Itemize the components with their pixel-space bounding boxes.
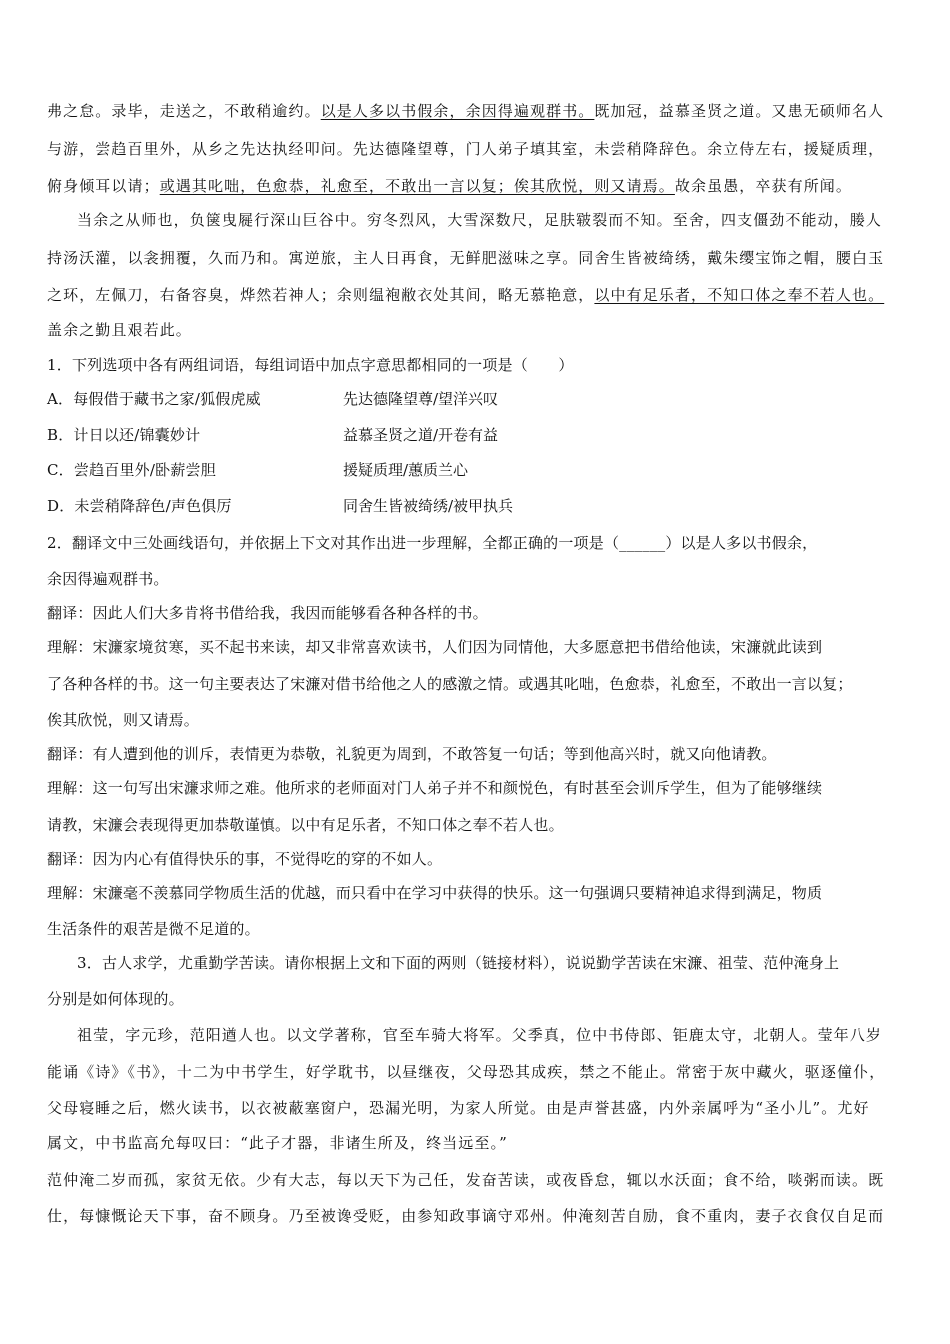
question-2-line: 翻译：因此人们大多肯将书借给我，我因而能够看各种各样的书。 (47, 604, 488, 622)
passage-line: 当余之从师也，负箧曳屣行深山巨谷中。穷冬烈风，大雪深数尺，足肤皲裂而不知。至舍，四支僵劲不能动，媵人 (77, 211, 883, 229)
question-2-line: 理解：宋濂毫不羡慕同学物质生活的优越，而只看中在学习中获得的快乐。这一句强调只要精神追求得到满足，物质 (47, 884, 823, 902)
question-2-stem: 2．翻译文中三处画线语句，并依据上下文对其作出进一步理解，全都正确的一项是（______）以是人多以书假余， (47, 534, 818, 552)
passage-line: 持汤沃灌，以衾拥覆，久而乃和。寓逆旅，主人日再食，无鲜肥滋味之享。同舍生皆被绮绣，戴朱缨宝饰之帽，腰白玉 (47, 249, 885, 267)
question-3-stem: 3．古人求学，尤重勤学苦读。请你根据上文和下面的两则（链接材料），说说勤学苦读在宋濂、祖莹、范仲淹身上 (77, 954, 840, 972)
question-2-line: 翻译：有人遭到他的训斥，表情更为恭敬，礼貌更为周到，不敢答复一句话；等到他高兴时，就又向他请教。 (47, 745, 777, 763)
question-1-option-b-second: 益慕圣贤之道/开卷有益 (343, 426, 499, 444)
passage-line: 盖余之勤且艰若此。 (47, 321, 192, 339)
question-1-option-a: A．每假借于藏书之家/狐假虎威 (47, 390, 261, 408)
link-material-line: 属文，中书监高允每叹曰：“此子才器，非诸生所及，终当远至。” (47, 1134, 508, 1152)
question-2-line: 余因得遍观群书。 (47, 570, 169, 588)
passage-line: 与游，尝趋百里外，从乡之先达执经叩问。先达德隆望尊，门人弟子填其室，未尝稍降辞色。余立侍左右，援疑质理， (47, 140, 885, 158)
link-material-line: 父母寝睡之后，燃火读书，以衣被蔽塞窗户，恐漏光明，为家人所觉。由是声誉甚盛，内外亲属呼为“圣小儿”。尤好 (47, 1099, 870, 1117)
underlined-sentence-3: 以中有足乐者，不知口体之奉不若人也。 (594, 286, 885, 304)
link-material-line: 能诵《诗》《书》，十二为中书学生，好学耽书，以昼继夜，父母恐其成疾，禁之不能止。常密于灰中藏火，驱逐僮仆， (47, 1063, 886, 1081)
question-2-line: 了各种各样的书。这一句主要表达了宋濂对借书给他之人的感激之情。或遇其叱咄，色愈恭，礼愈至，不敢出一言以复； (47, 675, 853, 693)
question-2-line: 理解：这一句写出宋濂求师之难。他所求的老师面对门人弟子并不和颜悦色，有时甚至会训斥学生，但为了能够继续 (47, 779, 823, 797)
link-material-line: 范仲淹二岁而孤，家贫无依。少有大志，每以天下为己任，发奋苦读，或夜昏怠，辄以水沃面；食不给，啖粥而读。既 (47, 1171, 885, 1189)
question-1-option-c: C．尝趋百里外/卧薪尝胆 (47, 461, 216, 479)
question-1-option-d: D．未尝稍降辞色/声色俱厉 (47, 497, 232, 515)
question-1-option-b: B．计日以还/锦囊妙计 (47, 426, 201, 444)
question-2-line: 请教，宋濂会表现得更加恭敬谨慎。以中有足乐者，不知口体之奉不若人也。 (47, 816, 564, 834)
question-2-line: 理解：宋濂家境贫寒，买不起书来读，却又非常喜欢读书，人们因为同情他，大多愿意把书借给他读，宋濂就此读到 (47, 638, 823, 656)
question-1-option-a-second: 先达德隆望尊/望洋兴叹 (343, 390, 499, 408)
question-1-option-c-second: 援疑质理/蕙质兰心 (343, 461, 469, 479)
link-material-line: 仕，每慷慨论天下事，奋不顾身。乃至被谗受贬，由参知政事谪守邓州。仲淹刻苦自励，食不重肉，妻子衣食仅自足而 (47, 1207, 885, 1225)
passage-line: 之环，左佩刀，右备容臭，烨然若神人；余则缊袍敝衣处其间，略无慕艳意，以中有足乐者，不知口体之奉不若人也。 (47, 286, 885, 304)
question-2-line: 生活条件的艰苦是微不足道的。 (47, 920, 260, 938)
passage-line: 俯身倾耳以请；或遇其叱咄，色愈恭，礼愈至，不敢出一言以复；俟其欣悦，则又请焉。故余虽愚，卒获有所闻。 (47, 177, 853, 195)
question-1-option-d-second: 同舍生皆被绮绣/被甲执兵 (343, 497, 514, 515)
question-2-line: 翻译：因为内心有值得快乐的事，不觉得吃的穿的不如人。 (47, 850, 443, 868)
question-2-line: 俟其欣悦，则又请焉。 (47, 711, 200, 729)
underlined-sentence-2: 或遇其叱咄，色愈恭，礼愈至，不敢出一言以复；俟其欣悦，则又请焉。 (159, 177, 675, 195)
link-material-line: 祖莹，字元珍，范阳遒人也。以文学著称，官至车骑大将军。父季真，位中书侍郎、钜鹿太守，北朝人。莹年八岁 (77, 1026, 883, 1044)
underlined-sentence-1: 以是人多以书假余，余因得遍观群书。 (320, 102, 595, 120)
question-1-stem: 1．下列选项中各有两组词语，每组词语中加点字意思都相同的一项是（ ） (47, 356, 574, 374)
passage-line: 弗之怠。录毕，走送之，不敢稍逾约。以是人多以书假余，余因得遍观群书。既加冠，益慕圣贤之道。又患无硕师名人 (47, 102, 885, 120)
question-3-line: 分别是如何体现的。 (47, 990, 184, 1008)
